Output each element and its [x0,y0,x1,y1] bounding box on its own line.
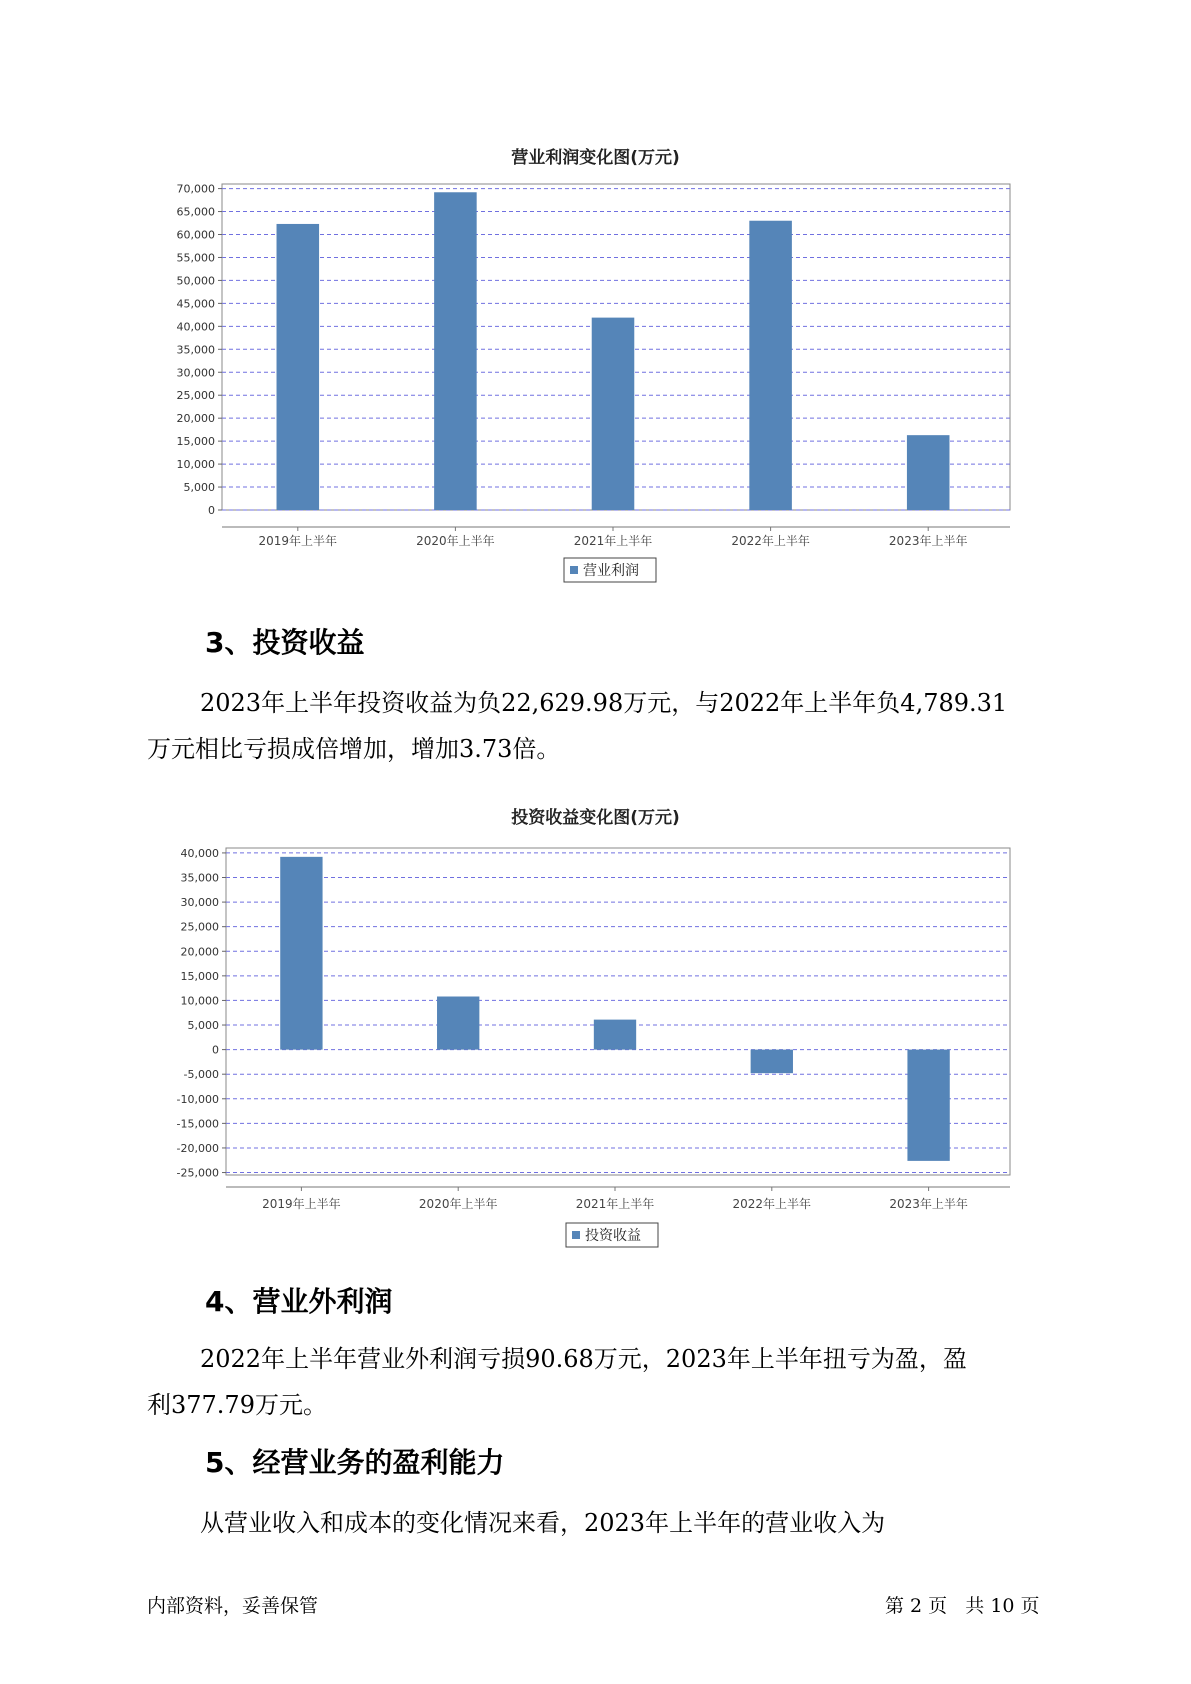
footer-page-number: 第 2 页 共 10 页 [885,1595,1040,1617]
section5-heading: 5、经营业务的盈利能力 [205,1446,505,1479]
y-tick-label: 15,000 [180,969,219,983]
category-label: 2020年上半年 [418,1197,498,1211]
y-tick-label: 40,000 [176,320,215,334]
bar [434,192,477,510]
chart1-title: 营业利润变化图(万元) [511,148,680,168]
y-tick-label: -25,000 [176,1166,219,1180]
section4-heading: 4、营业外利润 [205,1285,393,1318]
chart2-title: 投资收益变化图(万元) [511,808,680,828]
category-label: 2022年上半年 [732,1197,812,1211]
y-tick-label: 60,000 [176,228,215,242]
legend-swatch [572,1231,580,1239]
y-tick-label: -5,000 [183,1068,219,1082]
y-tick-label: 5,000 [187,1019,219,1033]
y-tick-label: 20,000 [176,412,215,426]
footer-confidential: 内部资料，妥善保管 [147,1595,319,1617]
y-tick-label: 45,000 [176,297,215,311]
section3-heading: 3、投资收益 [205,626,365,659]
y-tick-label: -10,000 [176,1092,219,1106]
y-tick-label: 50,000 [176,274,215,288]
y-tick-label: 25,000 [176,389,215,403]
y-tick-label: 40,000 [180,846,219,860]
legend-label: 营业利润 [583,563,639,579]
y-tick-label: 55,000 [176,251,215,265]
y-tick-label: 15,000 [176,435,215,449]
section3-line2: 万元相比亏损成倍增加，增加3.73倍。 [147,735,561,763]
y-tick-label: 0 [212,1043,219,1057]
y-tick-label: 35,000 [176,343,215,357]
y-tick-label: 30,000 [180,896,219,910]
category-label: 2023年上半年 [889,1197,968,1211]
y-tick-label: -20,000 [176,1141,219,1155]
investment-income-chart [0,830,1191,1255]
y-tick-label: -15,000 [176,1117,219,1131]
category-label: 2022年上半年 [731,534,810,548]
bar [907,435,950,510]
bar [751,1050,793,1074]
y-tick-label: 5,000 [183,481,215,495]
bar [277,224,320,510]
section4-line2: 利377.79万元。 [147,1391,327,1419]
bar [592,318,635,510]
category-label: 2023年上半年 [888,534,968,548]
y-tick-label: 10,000 [180,994,219,1008]
y-tick-label: 20,000 [180,945,219,959]
category-label: 2020年上半年 [416,534,495,548]
legend-label: 投资收益 [585,1228,641,1244]
legend-swatch [570,566,578,574]
category-label: 2019年上半年 [262,1197,341,1211]
y-tick-label: 25,000 [180,920,219,934]
category-label: 2019年上半年 [258,534,338,548]
y-tick-label: 70,000 [176,182,215,196]
bar [594,1020,636,1050]
y-tick-label: 10,000 [176,458,215,472]
section4-line1: 2022年上半年营业外利润亏损90.68万元，2023年上半年扭亏为盈，盈 [200,1345,967,1373]
bar [749,221,792,510]
y-tick-label: 0 [208,504,215,517]
operating-profit-chart [0,170,1191,590]
y-tick-label: 65,000 [176,205,215,219]
plot-area [226,848,1010,1175]
bar [907,1050,949,1161]
bar [280,857,322,1050]
category-label: 2021年上半年 [573,534,653,548]
bar [437,997,479,1050]
y-tick-label: 30,000 [176,366,215,380]
section3-line1: 2023年上半年投资收益为负22,629.98万元，与2022年上半年负4,789.31 [200,689,1008,717]
category-label: 2021年上半年 [575,1197,655,1211]
y-tick-label: 35,000 [180,871,219,885]
section5-line1: 从营业收入和成本的变化情况来看，2023年上半年的营业收入为 [200,1509,886,1537]
